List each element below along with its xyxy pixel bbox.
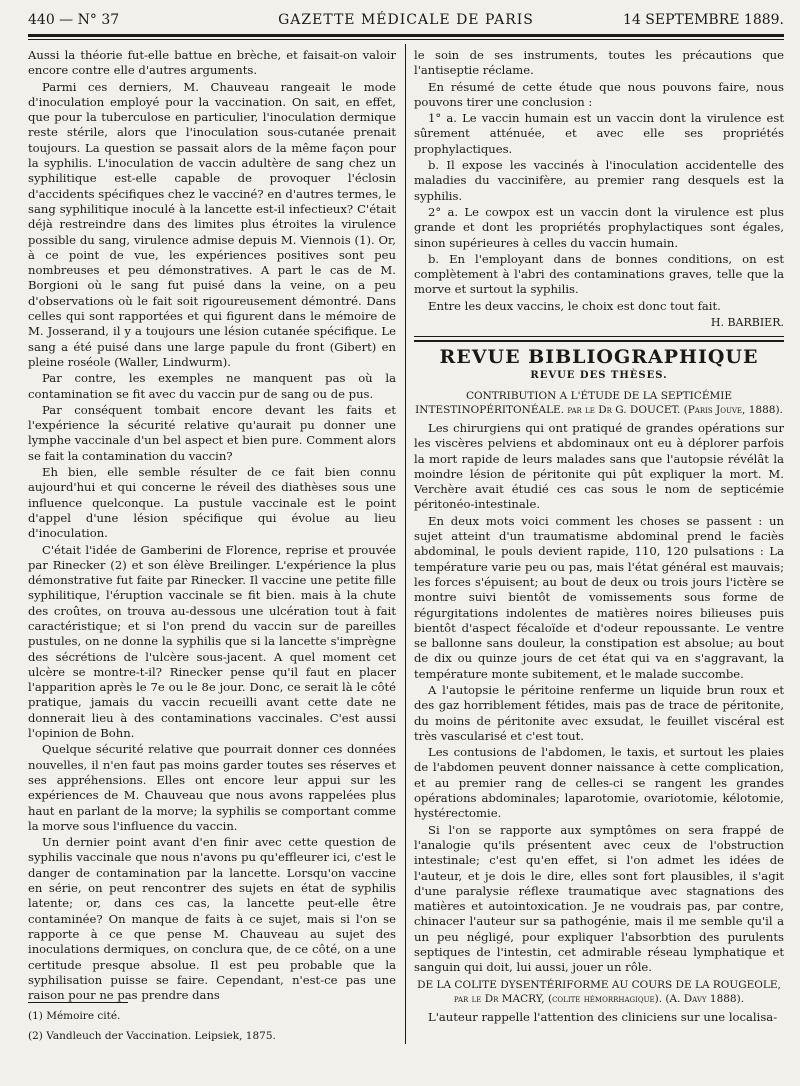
paragraph: Un dernier point avant d'en finir avec cette question de syphilis vaccinale que nous n'avons pu qu'effleurer ici, c'est le danger de contamination par la lancette. Lorsqu'on vaccine en série, on peut rencontrer des sujets en état de syphilis latente; or, dans ces cas, la lancette peut-elle être contaminée? On manque de faits à ce sujet, mais si l'on se rapporte à ce que pense M. Chauveau au sujet des inoculations dermiques, on conclura que, de ce côté, on a une certitude presque absolue. Il est peu probable que la syphilisation puisse se faire. Cependant, n'est-ce pas une raison pour ne pas prendre dans — [28, 835, 396, 1003]
left-column — [28, 48, 396, 1004]
column-divider — [405, 44, 406, 1044]
section-subtitle: REVUE DES THÈSES. — [530, 369, 668, 381]
section-title: REVUE BIBLIOGRAPHIQUE — [439, 346, 759, 369]
paragraph: le soin de ses instruments, toutes les précautions que l'antiseptie réclame. — [414, 48, 784, 78]
footnote-rule — [28, 1002, 128, 1003]
paragraph: b. En l'employant dans de bonnes conditions, on est complètement à l'abri des contaminations graves, telle que la morve et surtout la syphilis. — [414, 251, 784, 297]
paragraph: L'auteur rappelle l'attention des cliniciens sur une localisa- — [428, 1009, 778, 1024]
page-number: 440 — N° 37 — [28, 12, 120, 28]
header-rule-thick — [28, 34, 784, 37]
reference-title: DE LA COLITE DYSENTÉRIFORME AU COURS DE LA ROUGEOLE, par le Dr MACRY, (colite hémorrhagique). (A. Davy 1888). — [417, 978, 781, 1005]
footnote: (1) Mémoire cité. — [28, 1010, 121, 1022]
paragraph: Eh bien, elle semble résulter de ce fait bien connu aujourd'hui et qui concerne le réveil des diathèses sous une influence quelconque. La pustule vaccinale est le point d'appel d'une lésion spécifique qui évolue au lieu d'inoculation. — [28, 465, 396, 541]
paragraph: Les contusions de l'abdomen, le taxis, et surtout les plaies de l'abdomen peuvent donner naissance à cette complication, et au premier rang de celles-ci se rangent les grandes opérations abdominales; laparotomie, ovariotomie, kélotomie, hystérectomie. — [414, 745, 784, 821]
paragraph: 1° a. Le vaccin humain est un vaccin dont la virulence est sûrement atténuée, et avec elle ses propriétés prophylactiques. — [414, 111, 784, 156]
paragraph: Par conséquent tombait encore devant les faits et l'expérience la sécurité relative qu'aurait pu donner une lymphe vaccinale d'un bel aspect et bien pure. Comment alors se fait la contamination du vaccin? — [28, 402, 396, 463]
paragraph: b. Il expose les vaccinés à l'inoculation accidentelle des maladies du vaccinifère, au premier rang desquels est la syphilis. — [414, 158, 784, 203]
paragraph: Parmi ces derniers, M. Chauveau rangeait le mode d'inoculation employé pour la vaccination. On sait, en effet, que pour la tuberculose en particulier, l'inoculation dermique reste stérile, alors que l'inoculation sous-cutanée prenait toujours. La question se passait alors de la même façon pour la syphilis. L'inoculation de vaccin adultère de sang chez un syphilitique est-elle capable de provoquer l'éclosin d'accidents spécifiques chez le vacciné? en d'autres termes, le sang syphilitique inoculé à la lancette est-il infectieux? C'était déjà restreindre dans des limites plus étroites la virulence possible du sang, virulence admise depuis M. Viennois (1). Or, à ce point de vue, les expériences positives sont peu nombreuses et peu démonstratives. A part le cas de M. Borgioni où le sang fut puisé dans la veine, on a peu d'observations où le fait soit rigoureusement démontré. Dans celles qui sont rapportées et qui figurent dans le mémoire de M. Josserand, il y a toujours une lésion cutanée spécifique. Le sang a été puisé dans une large papule du front (Gibert) en pleine roséole (Waller, Lindwurm). — [28, 79, 396, 369]
header-rule-thin — [28, 39, 784, 40]
paragraph: C'était l'idée de Gamberini de Florence, reprise et prouvée par Rinecker (2) et son élève Breilinger. L'expérience la plus démonstrative fut faite par Rinecker. Il vaccine une petite fille syphilitique, l'éruption vaccinale se fit bien. mais à la chute des croûtes, on trouva au-dessous une ulcération tout à fait caractéristique; et si l'on prend du vaccin sur de pareilles pustules, on ne donne la syphilis que si la lancette s'imprègne des sécrétions de l'ulcère sous-jacent. A quel moment cet ulcère se montre-t-il? Rinecker pense qu'il faut en placer l'apparition après le 7e ou le 8e jour. Donc, ce serait là le côté pratique, jamais du vaccin recueilli avant cette date ne donnerait lieu à des contaminations vaccinales. C'est aussi l'opinion de Bohn. — [28, 542, 396, 741]
paragraph: En deux mots voici comment les choses se passent : un sujet atteint d'un traumatisme abdominal prend le faciès abdominal, le pouls devient rapide, 110, 120 pulsations : La température varie peu ou pas, mais l'état général est mauvais; les forces s'épuisent; au bout de deux ou trois jours l'ictère se montre suivi bientôt de vomissements sous forme de régurgitations indolentes de matières noires bilieuses puis bientôt d'aspect fécaloïde et d'odeur repoussante. Le ventre se ballonne sans douleur, la constipation est absolue; au bout de dix ou quinze jours de cet état qui va en s'aggravant, la température monte subitement, et le malade succombe. — [414, 513, 784, 681]
paragraph: Entre les deux vaccins, le choix est donc tout fait. — [428, 298, 721, 313]
paragraph: 2° a. Le cowpox est un vaccin dont la virulence est plus grande et dont les propriétés prophylactiques sont égales, sinon supérieures à celles du vaccin humain. — [414, 204, 784, 250]
paragraph: Aussi la théorie fut-elle battue en brèche, et faisait-on valoir encore contre elle d'autres arguments. — [28, 48, 396, 78]
reference-title: CONTRIBUTION A L'ÉTUDE DE LA SEPTICÉMIE INTESTINOPÉRITONÉALE. par le Dr G. DOUCET. (Paris Jouve, 1888). — [415, 389, 783, 416]
section-rule-thick — [414, 340, 784, 342]
footnotes — [28, 1002, 396, 1049]
right-column — [414, 48, 784, 1026]
paragraph: Les chirurgiens qui ont pratiqué de grandes opérations sur les viscères pelviens et abdominaux ont eu à déplorer parfois la mort rapide de leurs malades sans que l'autopsie révélât la moindre lésion de péritonite qui pût expliquer la mort. M. Verchère avait étudié ces cas sous le nom de septicémie péritonéo-intestinale. — [414, 420, 784, 512]
page-header — [28, 10, 784, 32]
issue-date: 14 SEPTEMBRE 1889. — [623, 12, 784, 28]
paragraph: Par contre, les exemples ne manquent pas où la contamination se fit avec du vaccin pur de sang ou de pus. — [28, 371, 396, 401]
journal-title: GAZETTE MÉDICALE DE PARIS — [278, 12, 534, 28]
paragraph: A l'autopsie le péritoine renferme un liquide brun roux et des gaz horriblement fétides, mais pas de trace de péritonite, du moins de péritonite avec exsudat, le feuillet viscéral est très vascularisé et c'est tout. — [414, 682, 784, 743]
paragraph: Si l'on se rapporte aux symptômes on sera frappé de l'analogie qu'ils présentent avec ceux de l'obstruction intestinale; c'est qu'en effet, si l'on admet les idées de l'auteur, et je dois le dire, elles sont fort plausibles, il s'agit d'une paralysie réflexe traumatique avec stagnations des matières et autointoxication. Je ne voudrais pas, par contre, chinacer l'auteur sur sa pathogénie, mais il me semble qu'il a un peu négligé, pour expliquer l'absorbtion des purulents septiques de l'intestin, cet admirable réseau lymphatique et sanguin qui doit, lui aussi, jouer un rôle. — [414, 822, 784, 975]
paragraph: Quelque sécurité relative que pourrait donner ces données nouvelles, il n'en faut pas moins garder toutes ses réserves et ses appréhensions. Elles ont encore leur appui sur les expériences de M. Chauveau que nous avons rappelées plus haut en parlant de la morve; la syphilis se comportant comme la morve sous l'influence du vaccin. — [28, 742, 396, 833]
section-rule — [414, 336, 784, 337]
author-signature: H. BARBIER. — [710, 316, 784, 330]
paragraph: En résumé de cette étude que nous pouvons faire, nous pouvons tirer une conclusion : — [414, 79, 784, 109]
footnote: (2) Vandleuch der Vaccination. Leipsiek, 1875. — [28, 1030, 276, 1042]
